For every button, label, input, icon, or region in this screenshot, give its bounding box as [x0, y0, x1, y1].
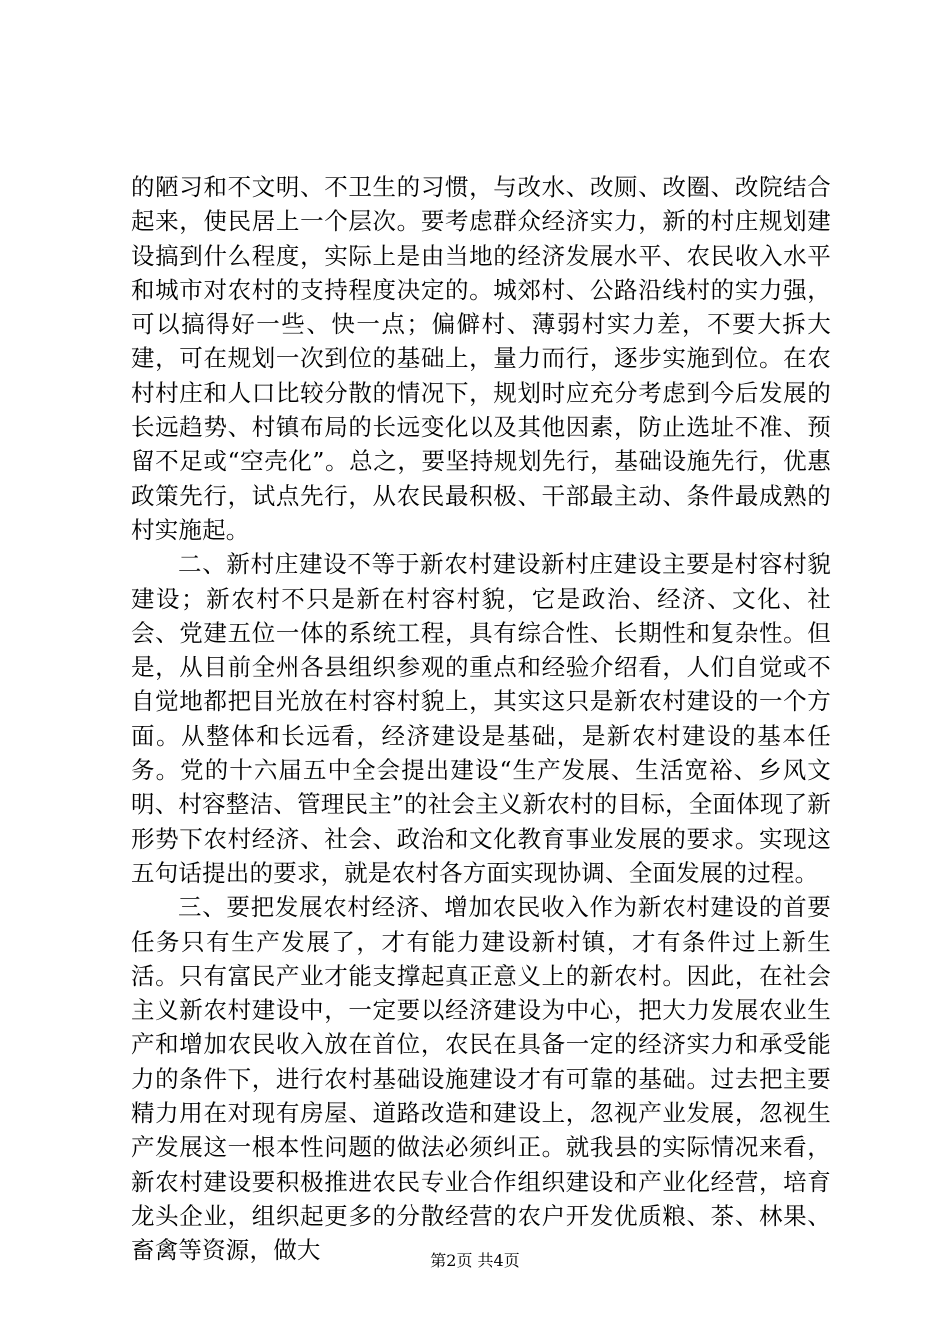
paragraph-section-3: 三、要把发展农村经济、增加农民收入作为新农村建设的首要任务只有生产发展了，才有能力建设新村镇，才有条件过上新生活。只有富民产业才能支撑起真正意义上的新农村。因此，在社会主义新农村建设中，一定要以经济建设为中心，把大力发展农业生产和增加农民收入放在首位，农民在具备一定的经济实力和承受能力的条件下，进行农村基础设施建设才有可靠的基础。过去把主要精力用在对现有房屋、道路改造和建设上，忽视产业发展，忽视生产发展这一根本性问题的做法必须纠正。就我县的实际情况来看，新农村建设要积极推进农民专业合作组织建设和产业化经营，培育龙头企业，组织起更多的分散经营的农户开发优质粮、茶、林果、畜禽等资源，做大 [131, 893, 831, 1265]
page-number-footer: 第2页 共4页 [430, 1251, 520, 1270]
document-body [131, 170, 831, 1268]
paragraph-continuation: 的陋习和不文明、不卫生的习惯，与改水、改厕、改圈、改院结合起来，使民居上一个层次。要考虑群众经济实力，新的村庄规划建设搞到什么程度，实际上是由当地的经济发展水平、农民收入水平和城市对农村的支持程度决定的。城郊村、公路沿线村的实力强，可以搞得好一些、快一点；偏僻村、薄弱村实力差，不要大拆大建，可在规划一次到位的基础上，量力而行，逐步实施到位。在农村村庄和人口比较分散的情况下，规划时应充分考虑到今后发展的长远趋势、村镇布局的长远变化以及其他因素，防止选址不准、预留不足或“空壳化”。总之，要坚持规划先行，基础设施先行，优惠政策先行，试点先行，从农民最积极、干部最主动、条件最成熟的村实施起。 [131, 173, 831, 544]
paragraph-section-2: 二、新村庄建设不等于新农村建设新村庄建设主要是村容村貌建设；新农村不只是新在村容村貌，它是政治、经济、文化、社会、党建五位一体的系统工程，具有综合性、长期性和复杂性。但是，从目前全州各县组织参观的重点和经验介绍看，人们自觉或不自觉地都把目光放在村容村貌上，其实这只是新农村建设的一个方面。从整体和长远看，经济建设是基础，是新农村建设的基本任务。党的十六届五中全会提出建设“生产发展、生活宽裕、乡风文明、村容整洁、管理民主”的社会主义新农村的目标，全面体现了新形势下农村经济、社会、政治和文化教育事业发展的要求。实现这五句话提出的要求，就是农村各方面实现协调、全面发展的过程。 [131, 550, 831, 887]
